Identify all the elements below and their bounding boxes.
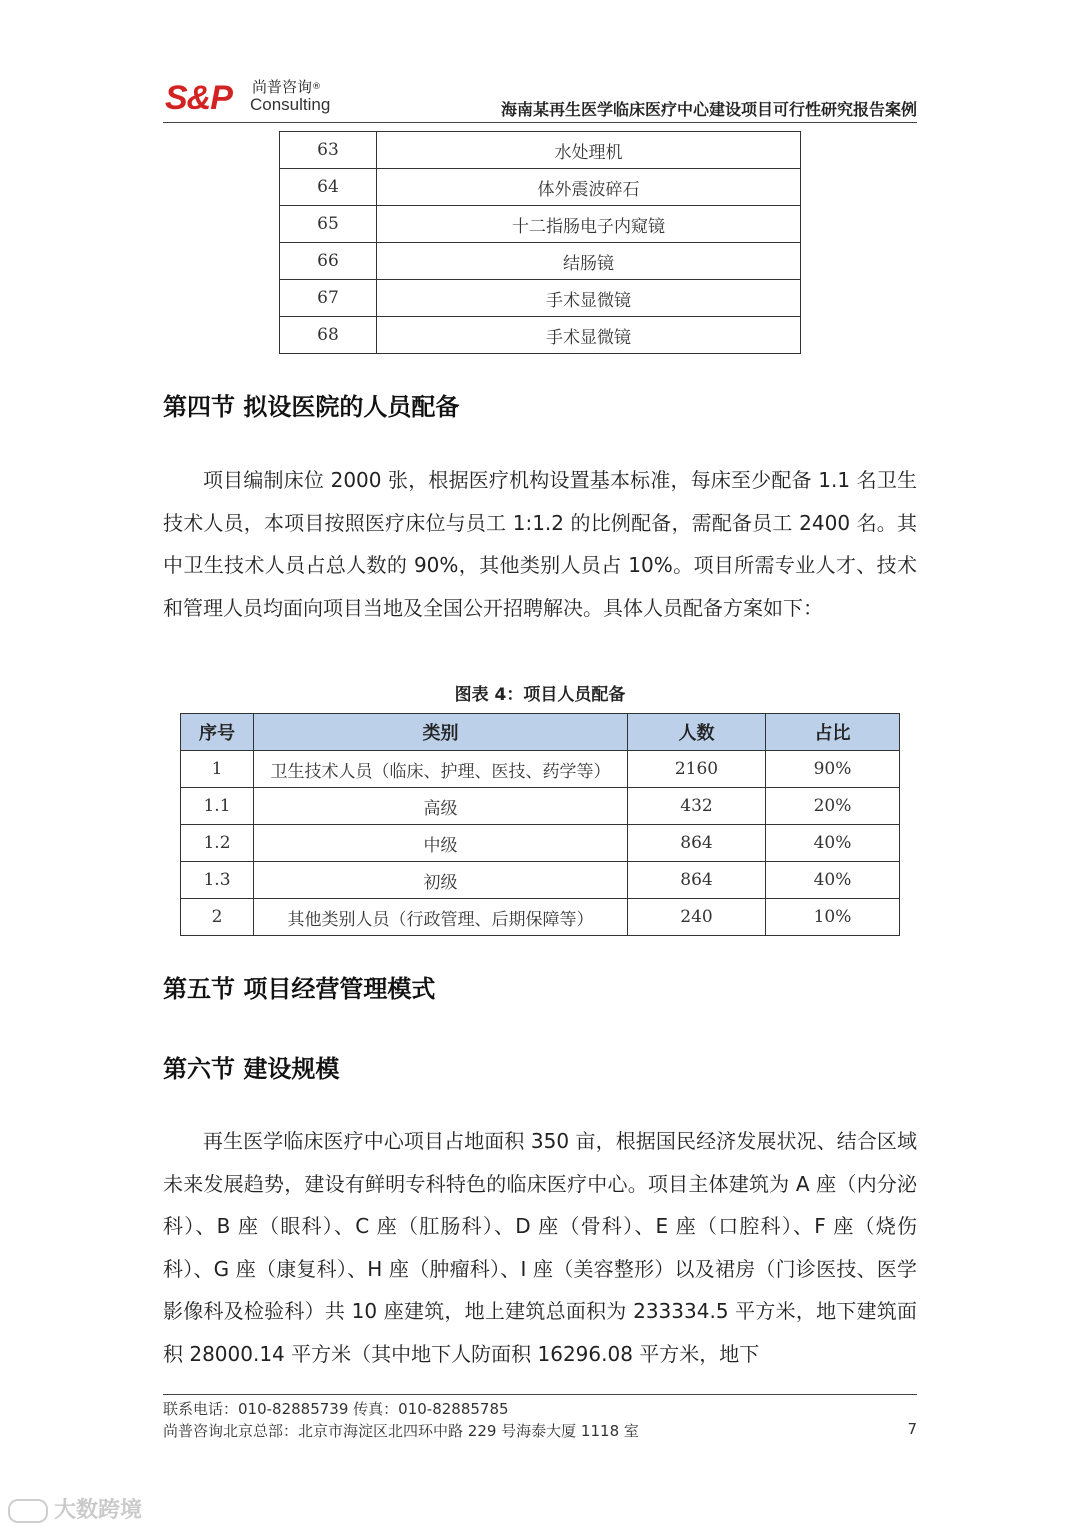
staff-category: 其他类别人员（行政管理、后期保障等） — [254, 899, 628, 936]
table-row — [280, 280, 801, 317]
staff-count: 240 — [628, 899, 766, 936]
table-row — [280, 132, 801, 169]
footer-address: 尚普咨询北京总部：北京市海淀区北四环中路 229 号海泰大厦 1118 室 — [163, 1422, 639, 1440]
logo-cn-text: 尚普咨询 — [252, 78, 313, 96]
staff-ratio: 10% — [766, 899, 900, 936]
table-row — [181, 825, 900, 862]
equipment-no: 68 — [280, 317, 377, 354]
logo-sp: S&P — [165, 79, 232, 117]
section5-heading: 第五节 项目经营管理模式 — [163, 975, 436, 1003]
section4-paragraph: 项目编制床位 2000 张，根据医疗机构设置基本标准，每床至少配备 1.1 名卫生技术人员，本项目按照医疗床位与员工 1:1.2 的比例配备，需配备员工 2400 名。其中卫生技术人员占总人数的 90%，其他类别人员占 10%。项目所需专业人才、技术和管理人员均面向项目当地及全国公开招聘解决。具体人员配备方案如下： — [163, 468, 917, 620]
header-category: 类别 — [254, 714, 628, 751]
table-row — [181, 862, 900, 899]
table-row — [280, 317, 801, 354]
staff-no: 2 — [181, 899, 254, 936]
staff-category: 高级 — [254, 788, 628, 825]
header-ratio: 占比 — [766, 714, 900, 751]
table-header-row — [181, 714, 900, 751]
staff-no: 1 — [181, 751, 254, 788]
equipment-no: 63 — [280, 132, 377, 169]
section4-heading: 第四节 拟设医院的人员配备 — [163, 393, 460, 421]
staff-count: 864 — [628, 825, 766, 862]
equipment-name: 体外震波碎石 — [377, 169, 801, 206]
section6-heading: 第六节 建设规模 — [163, 1055, 340, 1083]
equipment-table — [279, 131, 801, 354]
staff-category: 初级 — [254, 862, 628, 899]
header-divider — [163, 122, 917, 123]
equipment-name: 结肠镜 — [377, 243, 801, 280]
equipment-name: 手术显微镜 — [377, 317, 801, 354]
header-no: 序号 — [181, 714, 254, 751]
staff-table — [180, 713, 900, 936]
logo-cn — [252, 78, 321, 96]
staff-ratio: 40% — [766, 862, 900, 899]
staff-count: 2160 — [628, 751, 766, 788]
header-title: 海南某再生医学临床医疗中心建设项目可行性研究报告案例 — [500, 100, 917, 119]
table-row — [181, 788, 900, 825]
staff-category: 卫生技术人员（临床、护理、医技、药学等） — [254, 751, 628, 788]
logo-registered-mark: ® — [312, 82, 322, 92]
table-row — [181, 899, 900, 936]
header-count: 人数 — [628, 714, 766, 751]
staff-count: 864 — [628, 862, 766, 899]
table-row — [181, 751, 900, 788]
footer-contact: 联系电话：010-82885739 传真：010-82885785 — [163, 1400, 509, 1418]
watermark — [8, 1493, 142, 1524]
table-row — [280, 169, 801, 206]
equipment-name: 十二指肠电子内窥镜 — [377, 206, 801, 243]
watermark-icon — [8, 1499, 48, 1523]
equipment-name: 手术显微镜 — [377, 280, 801, 317]
staff-no: 1.1 — [181, 788, 254, 825]
staff-no: 1.3 — [181, 862, 254, 899]
page-number: 7 — [907, 1420, 917, 1438]
table-row — [280, 206, 801, 243]
equipment-no: 64 — [280, 169, 377, 206]
equipment-no: 65 — [280, 206, 377, 243]
staff-ratio: 40% — [766, 825, 900, 862]
staff-no: 1.2 — [181, 825, 254, 862]
staff-count: 432 — [628, 788, 766, 825]
staff-table-caption: 图表 4：项目人员配备 — [454, 685, 626, 705]
equipment-no: 67 — [280, 280, 377, 317]
watermark-text: 大数跨境 — [54, 1498, 143, 1523]
footer-divider — [163, 1394, 917, 1395]
equipment-name: 水处理机 — [377, 132, 801, 169]
staff-ratio: 20% — [766, 788, 900, 825]
staff-category: 中级 — [254, 825, 628, 862]
logo-en: Consulting — [250, 95, 331, 114]
section6-paragraph: 再生医学临床医疗中心项目占地面积 350 亩，根据国民经济发展状况、结合区域未来发展趋势，建设有鲜明专科特色的临床医疗中心。项目主体建筑为 A 座（内分泌科）、B 座（眼科）、C 座（肛肠科）、D 座（骨科）、E 座（口腔科）、F 座（烧伤科）、G 座（康复科）、H 座（肿瘤科）、I 座（美容整形）以及裙房（门诊医技、医学影像科及检验科）共 10 座建筑，地上建筑总面积为 233334.5 平方米，地下建筑面积 28000.14 平方米（其中地下人防面积 16296.08 平方米，地下 — [163, 1129, 917, 1366]
staff-ratio: 90% — [766, 751, 900, 788]
table-row — [280, 243, 801, 280]
equipment-no: 66 — [280, 243, 377, 280]
